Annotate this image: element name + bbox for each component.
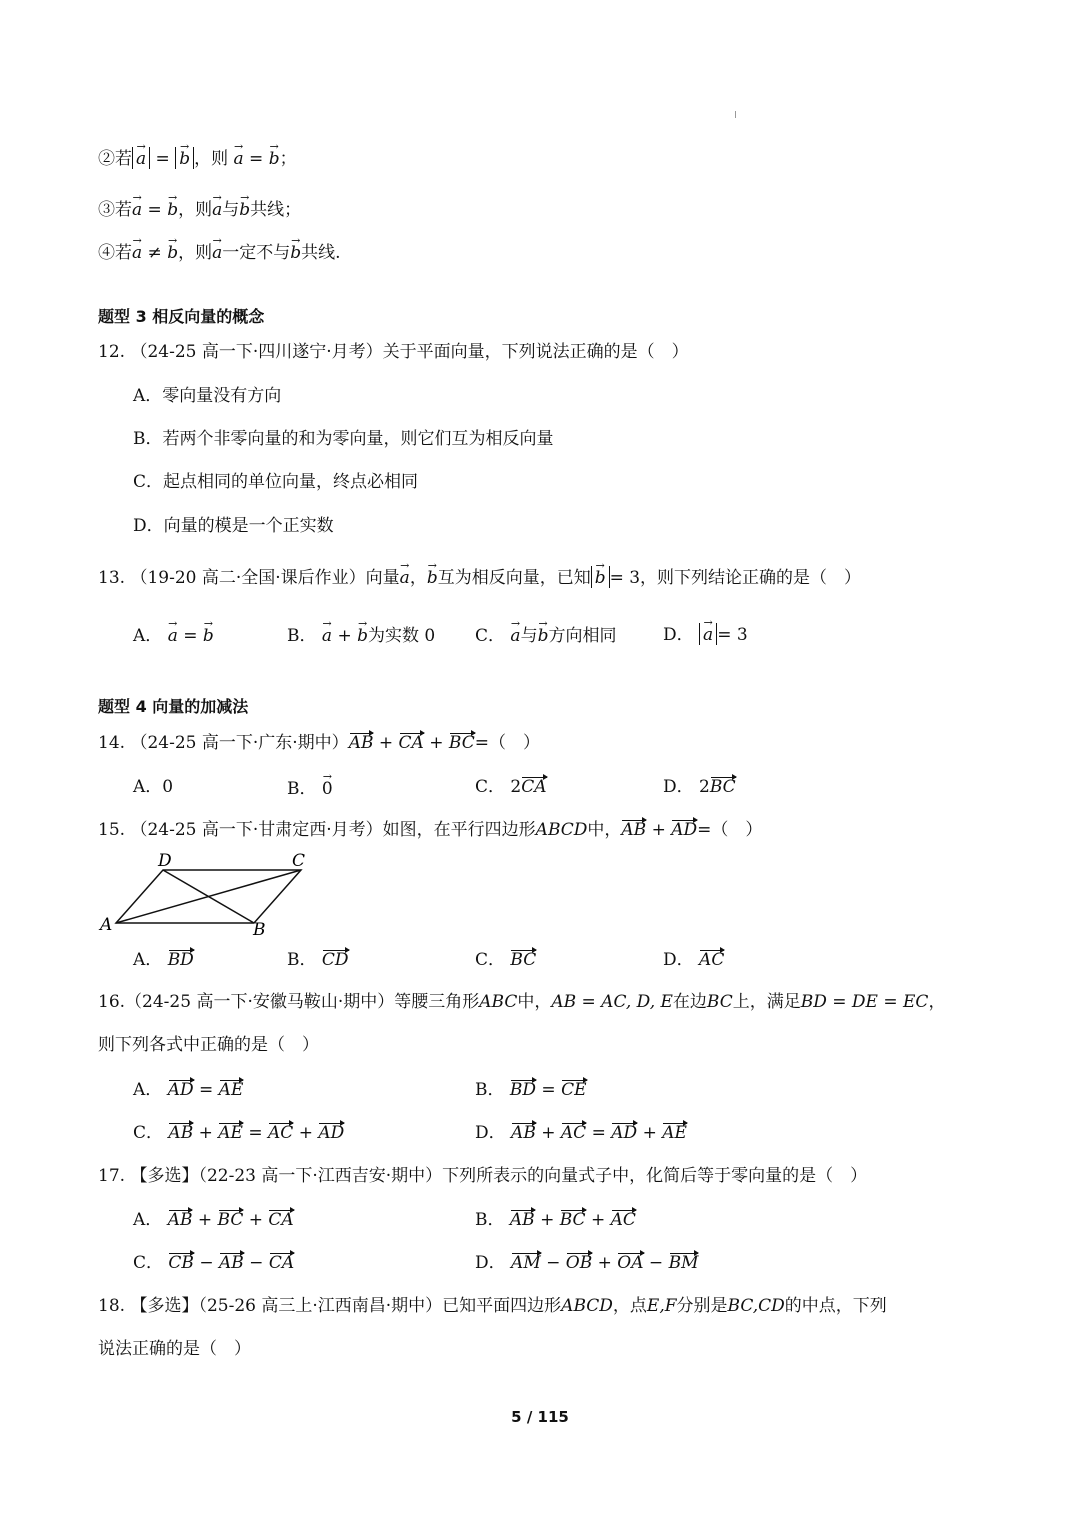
- q12-option-c: C．起点相同的单位向量，终点必相同: [133, 472, 419, 492]
- question-15: 15. （24-25 高一下·甘肃定西·月考）如图，在平行四边形ABCD中，AB + AD=（ ）: [98, 820, 763, 840]
- statement-2: ②若→ a = → b ，则 → a = → b；: [98, 146, 297, 170]
- statement-4: ④若→ a ≠ → b，则→ a一定不与→ b共线.: [98, 240, 341, 264]
- q16-option-b: B． BD = CE: [475, 1080, 587, 1100]
- label-b: B: [253, 920, 266, 938]
- q13-option-b: B． → a + → b为实数 0: [287, 623, 435, 647]
- q16-option-d: D． AB + AC = AD + AE: [475, 1123, 687, 1143]
- question-12: 12. （24-25 高一下·四川遂宁·月考）关于平面向量，下列说法正确的是（ ）: [98, 342, 689, 362]
- q17-option-b: B． AB + BC + AC: [475, 1210, 636, 1230]
- q15-option-b: B． CD: [287, 950, 349, 970]
- page-number: 5 / 115: [511, 1408, 569, 1426]
- q14-option-d: D． 2BC: [663, 777, 736, 797]
- question-18-line-2: 说法正确的是（ ）: [98, 1339, 251, 1359]
- tick-mark: [735, 111, 736, 118]
- label-a: A: [100, 915, 113, 935]
- label-c: C: [292, 851, 306, 871]
- section-3-title: 题型 3 相反向量的概念: [98, 307, 265, 326]
- q13-option-c: C． → a与→ b方向相同: [475, 623, 616, 647]
- q16-option-c: C． AB + AE = AC + AD: [133, 1123, 345, 1143]
- diagonal-bd: [163, 870, 254, 923]
- question-13: 13. （19-20 高二·全国·课后作业）向量→ a，→ b互为相反向量，已知→ b = 3，则下列结论正确的是（ ）: [98, 565, 861, 589]
- question-18: 18. 【多选】（25-26 高三上·江西南昌·期中）已知平面四边形ABCD，点E,F分别是BC,CD的中点，下列: [98, 1296, 887, 1316]
- q15-option-d: D． AC: [663, 950, 725, 970]
- q12-option-a: A．零向量没有方向: [133, 386, 282, 406]
- parallelogram-figure: [96, 848, 316, 938]
- statement-3: ③若→ a = → b，则→ a与→ b共线；: [98, 197, 301, 221]
- q12-option-d: D．向量的模是一个正实数: [133, 516, 334, 536]
- q17-option-a: A． AB + BC + CA: [133, 1210, 294, 1230]
- q12-option-b: B．若两个非零向量的和为零向量，则它们互为相反向量: [133, 429, 554, 449]
- label-d: D: [158, 851, 172, 871]
- q15-option-a: A． BD: [133, 950, 194, 970]
- q14-option-c: C． 2CA: [475, 777, 547, 797]
- q15-option-c: C． BC: [475, 950, 537, 970]
- q16-option-a: A． AD = AE: [133, 1080, 244, 1100]
- q17-option-d: D． AM − OB + OA − BM: [475, 1253, 699, 1273]
- section-4-title: 题型 4 向量的加减法: [98, 697, 249, 716]
- question-16-line-2: 则下列各式中正确的是（ ）: [98, 1035, 319, 1055]
- question-16: 16.（24-25 高一下·安徽马鞍山·期中）等腰三角形ABC中，AB = AC, D, E在边BC上，满足BD = DE = EC，: [98, 992, 946, 1012]
- q13-option-a: A． → a = → b: [133, 623, 214, 647]
- q14-option-a: A．0: [133, 777, 174, 797]
- q14-option-b: B． → 0: [287, 776, 333, 800]
- q13-option-d: D． → a = 3: [663, 623, 748, 646]
- q17-option-c: C． CB − AB − CA: [133, 1253, 295, 1273]
- question-17: 17. 【多选】（22-23 高一下·江西吉安·期中）下列所表示的向量式子中，化简后等于零向量的是（ ）: [98, 1166, 868, 1186]
- question-14: 14. （24-25 高一下·广东·期中）AB + CA + BC=（ ）: [98, 733, 540, 753]
